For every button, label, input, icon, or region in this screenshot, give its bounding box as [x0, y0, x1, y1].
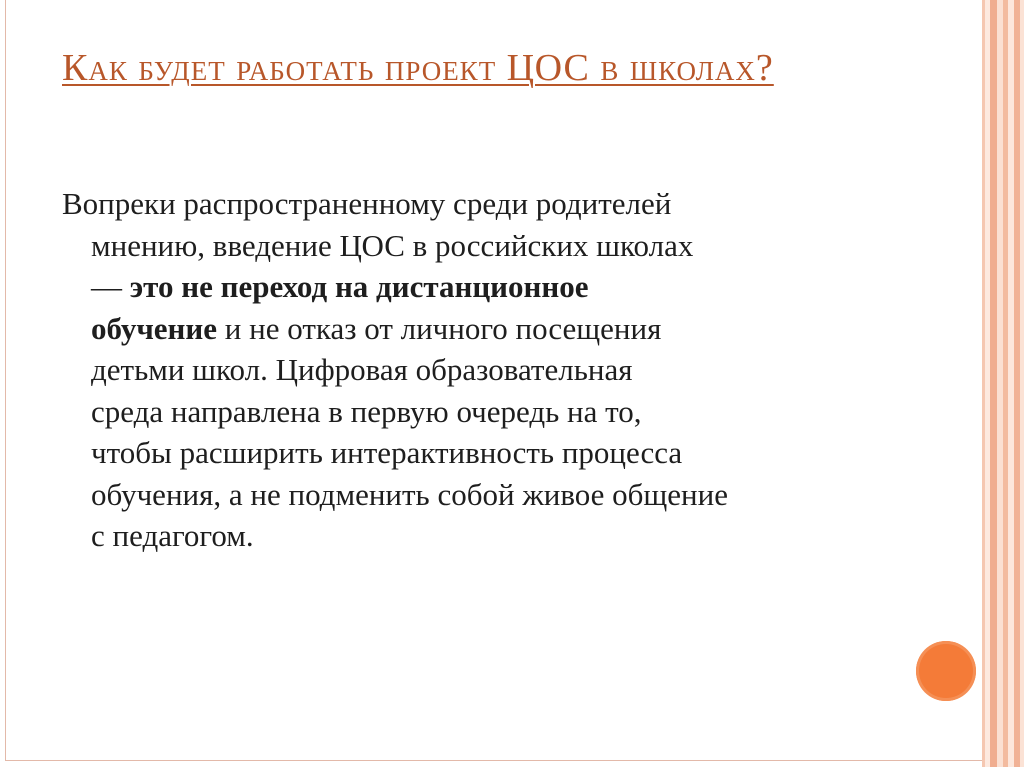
body-text-bold: обучение: [91, 310, 218, 346]
body-text-run: детьми школ. Цифровая образовательная: [91, 352, 633, 387]
body-text-run: и не отказ от личного посещения: [217, 310, 662, 346]
body-text-run: чтобы расширить интерактивность процесса: [91, 435, 683, 470]
body-text-run: мнению, введение ЦОС в российских школах: [91, 227, 694, 263]
body-text-run: Вопреки распространенному среди родителей: [62, 186, 672, 221]
body-line: [62, 266, 892, 308]
body-text-run: среда направлена в первую очередь на то,: [91, 393, 642, 429]
body-line: [62, 515, 892, 557]
slide-body-text: [62, 183, 892, 557]
body-line: [62, 225, 892, 267]
body-line: [62, 432, 892, 474]
body-text-bold: это не переход на дистанционное: [129, 269, 589, 304]
decorative-stripes: [982, 0, 1024, 767]
stripe: [1020, 0, 1024, 767]
body-text-run: с педагогом.: [91, 518, 254, 553]
body-line: [62, 308, 892, 350]
body-line: [62, 349, 892, 391]
slide-title: Как будет работать проект ЦОС в школах?: [62, 47, 774, 89]
body-text-run: —: [91, 269, 130, 304]
accent-circle: [916, 641, 976, 701]
body-line: [62, 183, 892, 225]
body-line: [62, 474, 892, 516]
stripe: [990, 0, 997, 767]
body-text-run: обучения, а не подменить собой живое общение: [91, 476, 728, 512]
body-line: [62, 391, 892, 433]
